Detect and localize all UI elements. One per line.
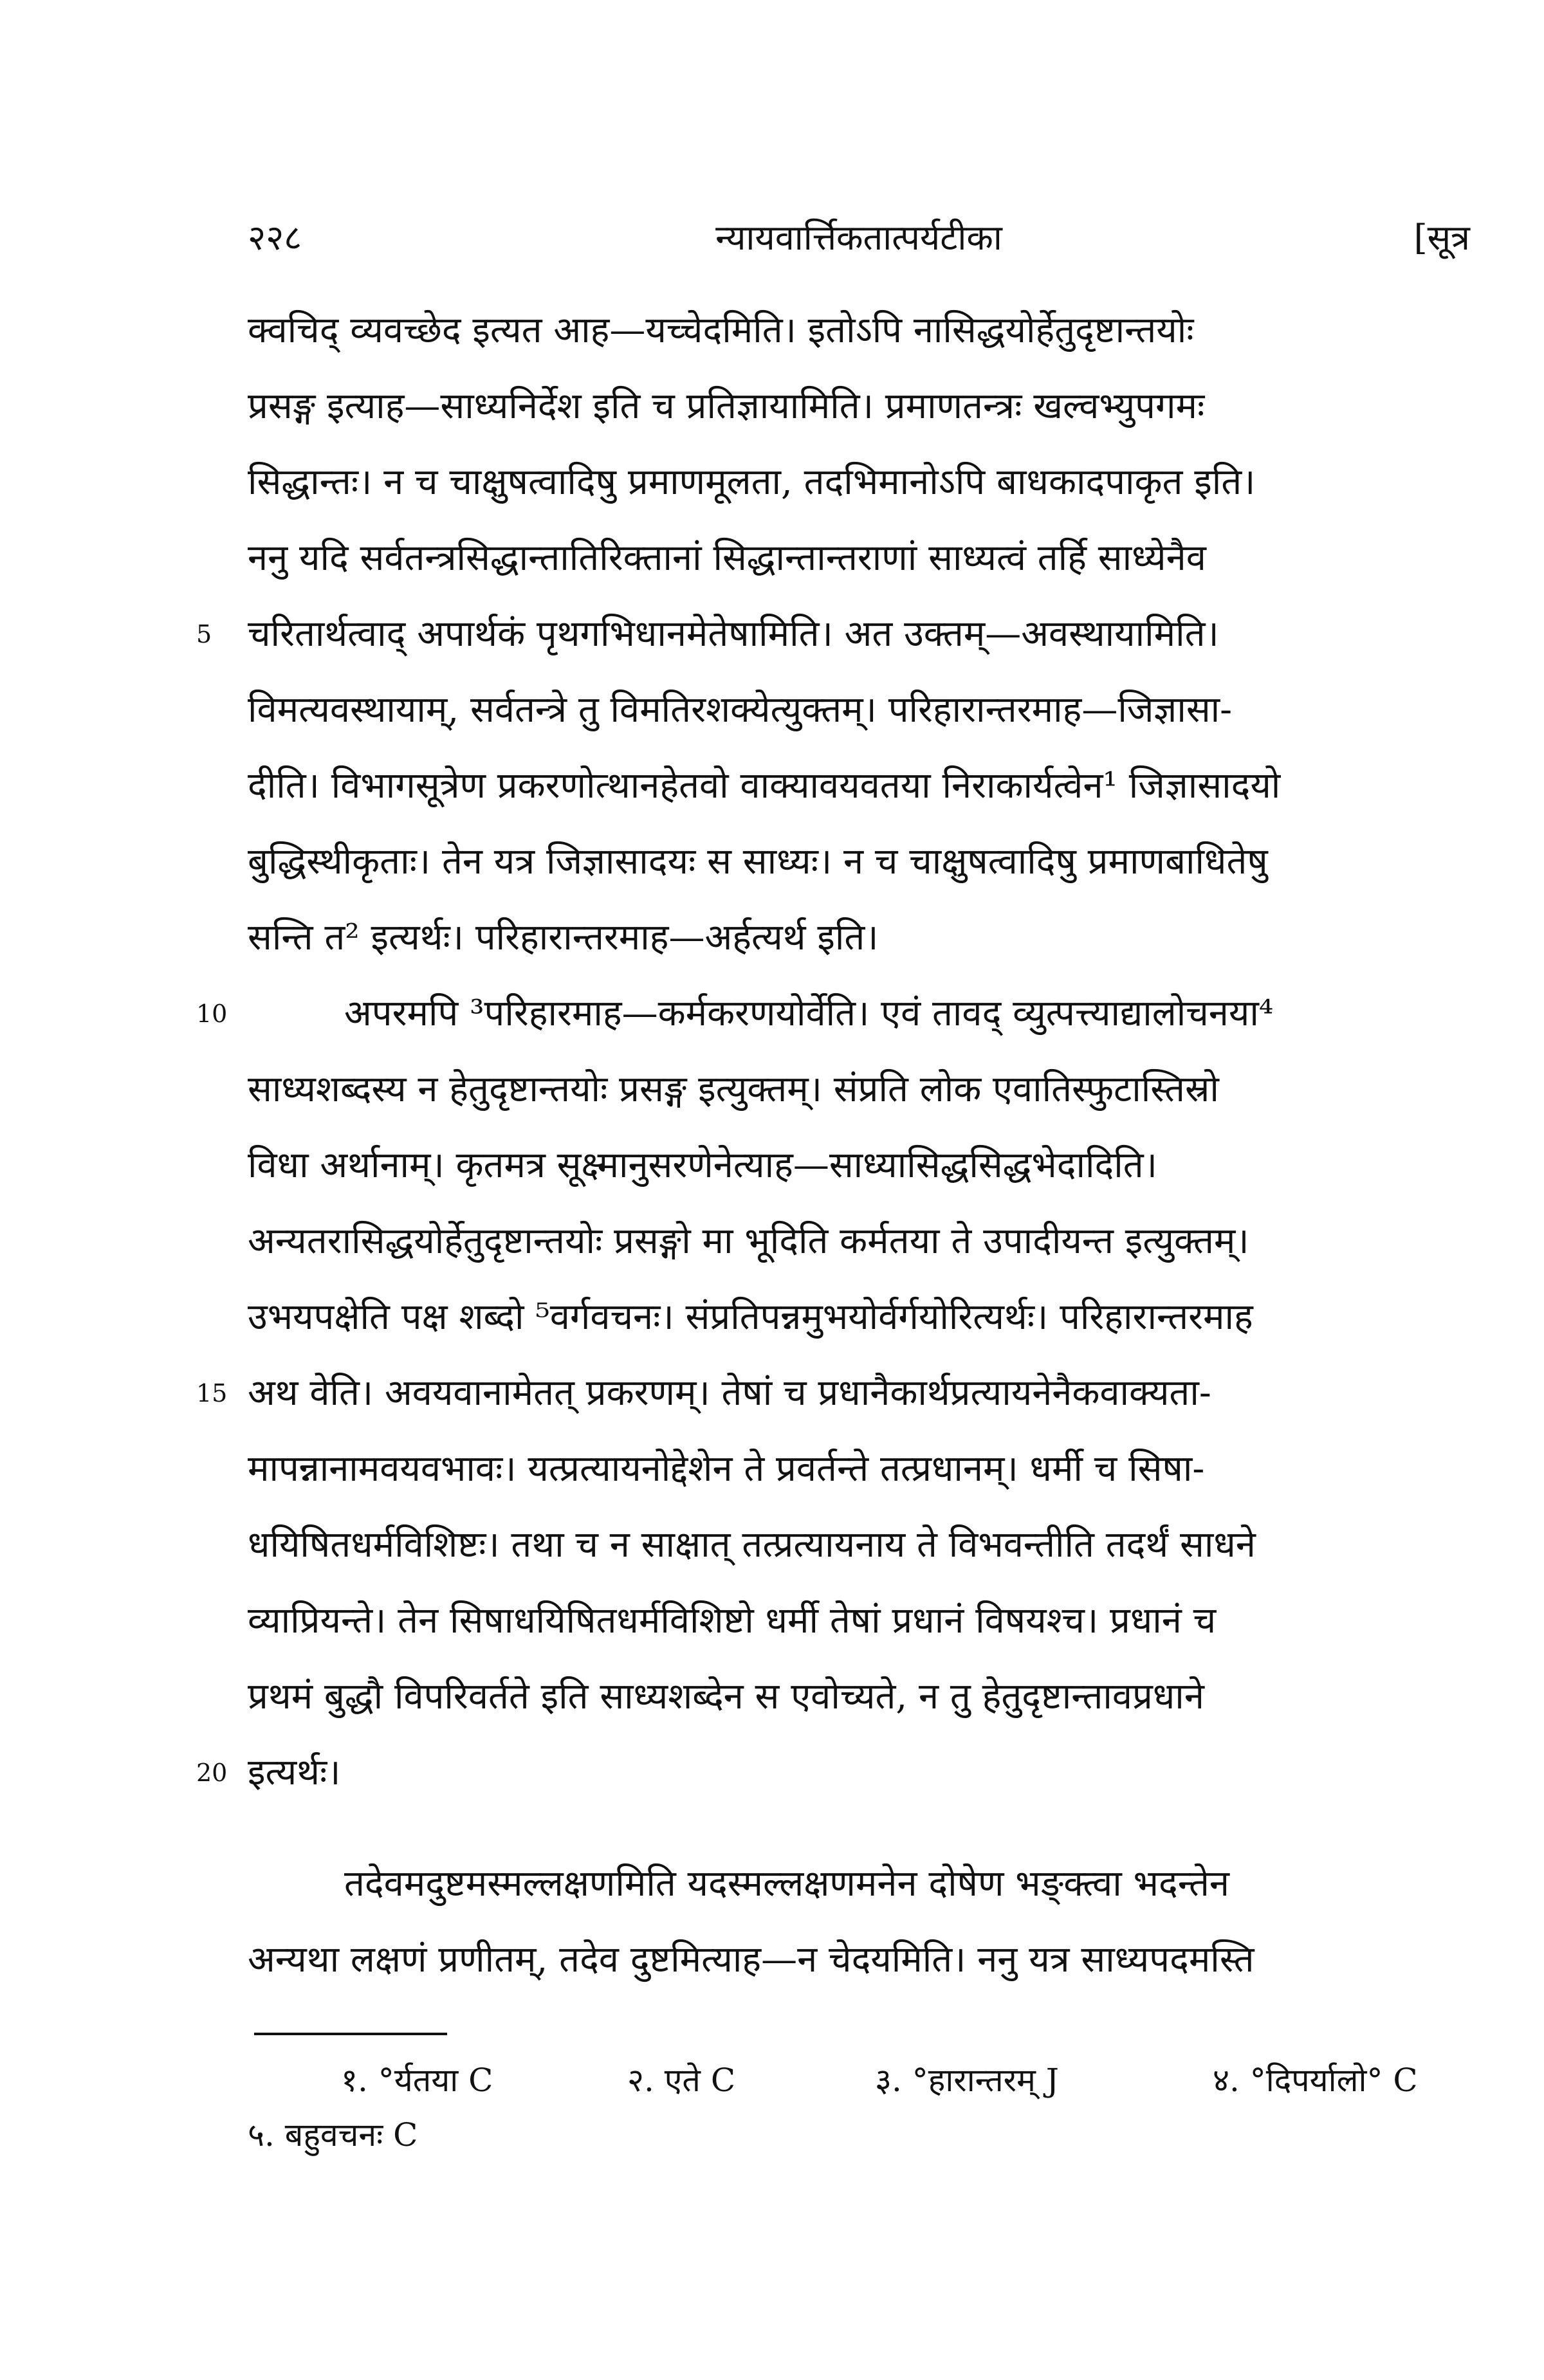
text-line: साध्यशब्दस्य न हेतुदृष्टान्तयोः प्रसङ्ग इत्युक्तम्। संप्रति लोक एवातिस्फुटास्तिस्रो: [248, 1068, 1219, 1110]
text-line: क्वचिद् व्यवच्छेद इत्यत आह—यच्चेदमिति। इतोऽपि नासिद्धयोर्हेतुदृष्टान्तयोः: [248, 309, 1194, 351]
footnote-1: १. °र्यतया C: [341, 2062, 493, 2099]
text-line: सन्ति त² इत्यर्थः। परिहारान्तरमाह—अर्हत्यर्थ इति।: [248, 917, 879, 958]
text-line: प्रसङ्ग इत्याह—साध्यनिर्देश इति च प्रतिज्ञायामिति। प्रमाणतन्त्रः खल्वभ्युपगमः: [248, 385, 1205, 427]
running-title: न्यायवार्त्तिकतात्पर्यटीका: [715, 217, 1002, 258]
text-line: सिद्धान्तः। न च चाक्षुषत्वादिषु प्रमाणमूलता, तदभिमानोऽपि बाधकादपाकृत इति।: [248, 461, 1256, 503]
line-number: 10: [196, 1000, 228, 1028]
text-line: विमत्यवस्थायाम्, सर्वतन्त्रे तु विमतिरशक्येत्युक्तम्। परिहारान्तरमाह—जिज्ञासा-: [248, 689, 1233, 731]
page-number: २२८: [248, 217, 302, 258]
body-text: [196, 293, 1470, 1998]
text-line: 10 अपरमपि ³परिहारमाह—कर्मकरणयोर्वेति। एवं तावद् व्युत्पत्त्याद्यालोचनया⁴: [248, 976, 1470, 1052]
footnote-rule: [254, 2033, 447, 2035]
text-line: 15 अथ वेति। अवयवानामेतत् प्रकरणम्। तेषां च प्रधानैकार्थप्रत्यायनेनैकवाक्यता-: [248, 1355, 1470, 1431]
footnote-3: ३. °हारान्तरम् J: [875, 2062, 1059, 2099]
footnote-5: ५. बहुवचनः C: [248, 2116, 418, 2154]
text-line: अन्यतरासिद्धयोर्हेतुदृष्टान्तयोः प्रसङ्गो मा भूदिति कर्मतया ते उपादीयन्त इत्युक्तम्।: [248, 1220, 1249, 1262]
text-line: धयिषितधर्मविशिष्टः। तथा च न साक्षात् तत्प्रत्यायनाय ते विभवन्तीति तदर्थं साधने: [248, 1524, 1256, 1566]
line-number: 5: [196, 620, 212, 648]
text-line: बुद्धिस्थीकृताः। तेन यत्र जिज्ञासादयः स साध्यः। न च चाक्षुषत्वादिषु प्रमाणबाधितेषु: [248, 841, 1268, 883]
line-number: 15: [196, 1379, 228, 1407]
footnote-row: [248, 2053, 1470, 2108]
text-line: विधा अर्थानाम्। कृतमत्र सूक्ष्मानुसरणेनेत्याह—साध्यासिद्धसिद्धभेदादिति।: [248, 1144, 1157, 1186]
footnote-4: ४. °दिपर्यालो° C: [1213, 2062, 1418, 2099]
text-line: व्याप्रियन्ते। तेन सिषाधयिषितधर्मविशिष्टो धर्मी तेषां प्रधानं विषयश्च। प्रधानं च: [248, 1600, 1217, 1642]
text-line: अन्यथा लक्षणं प्रणीतम्, तदेव दुष्टमित्याह—न चेदयमिति। ननु यत्र साध्यपदमस्ति: [248, 1939, 1254, 1981]
running-header: [248, 212, 1470, 264]
text-line: तदेवमदुष्टमस्मल्लक्षणमिति यदस्मल्लक्षणमनेन दोषेण भङ्क्त्वा भदन्तेन: [344, 1863, 1229, 1905]
line-number: 20: [196, 1759, 228, 1787]
text-line: उभयपक्षेति पक्ष शब्दो ⁵वर्गवचनः। संप्रतिपन्नमुभयोर्वर्गयोरित्यर्थः। परिहारान्तरमाह: [248, 1296, 1253, 1338]
footnote-2: २. एते C: [627, 2062, 736, 2099]
footnote-row: [248, 2108, 1470, 2163]
text-line: 20 इत्यर्थः।: [248, 1735, 1470, 1811]
text-line: ननु यदि सर्वतन्त्रसिद्धान्तातिरिक्तानां सिद्धान्तान्तराणां साध्यत्वं तर्हि साध्येनैव: [248, 537, 1206, 579]
text-line: मापन्नानामवयवभावः। यत्प्रत्यायनोद्देशेन ते प्रवर्तन्ते तत्प्रधानम्। धर्मी च सिषा-: [248, 1448, 1205, 1490]
section-marker: [सूत्र: [1413, 217, 1470, 258]
text-line: 5 चरितार्थत्वाद् अपार्थकं पृथगभिधानमेतेषामिति। अत उक्तम्—अवस्थायामिति।: [248, 596, 1470, 672]
text-line: प्रथमं बुद्धौ विपरिवर्तते इति साध्यशब्देन स एवोच्यते, न तु हेतुदृष्टान्तावप्रधाने: [248, 1676, 1204, 1717]
text-line: दीति। विभागसूत्रेण प्रकरणोत्थानहेतवो वाक्यावयवतया निराकार्यत्वेन¹ जिज्ञासादयो: [248, 765, 1281, 807]
footnotes: [248, 2033, 1470, 2163]
